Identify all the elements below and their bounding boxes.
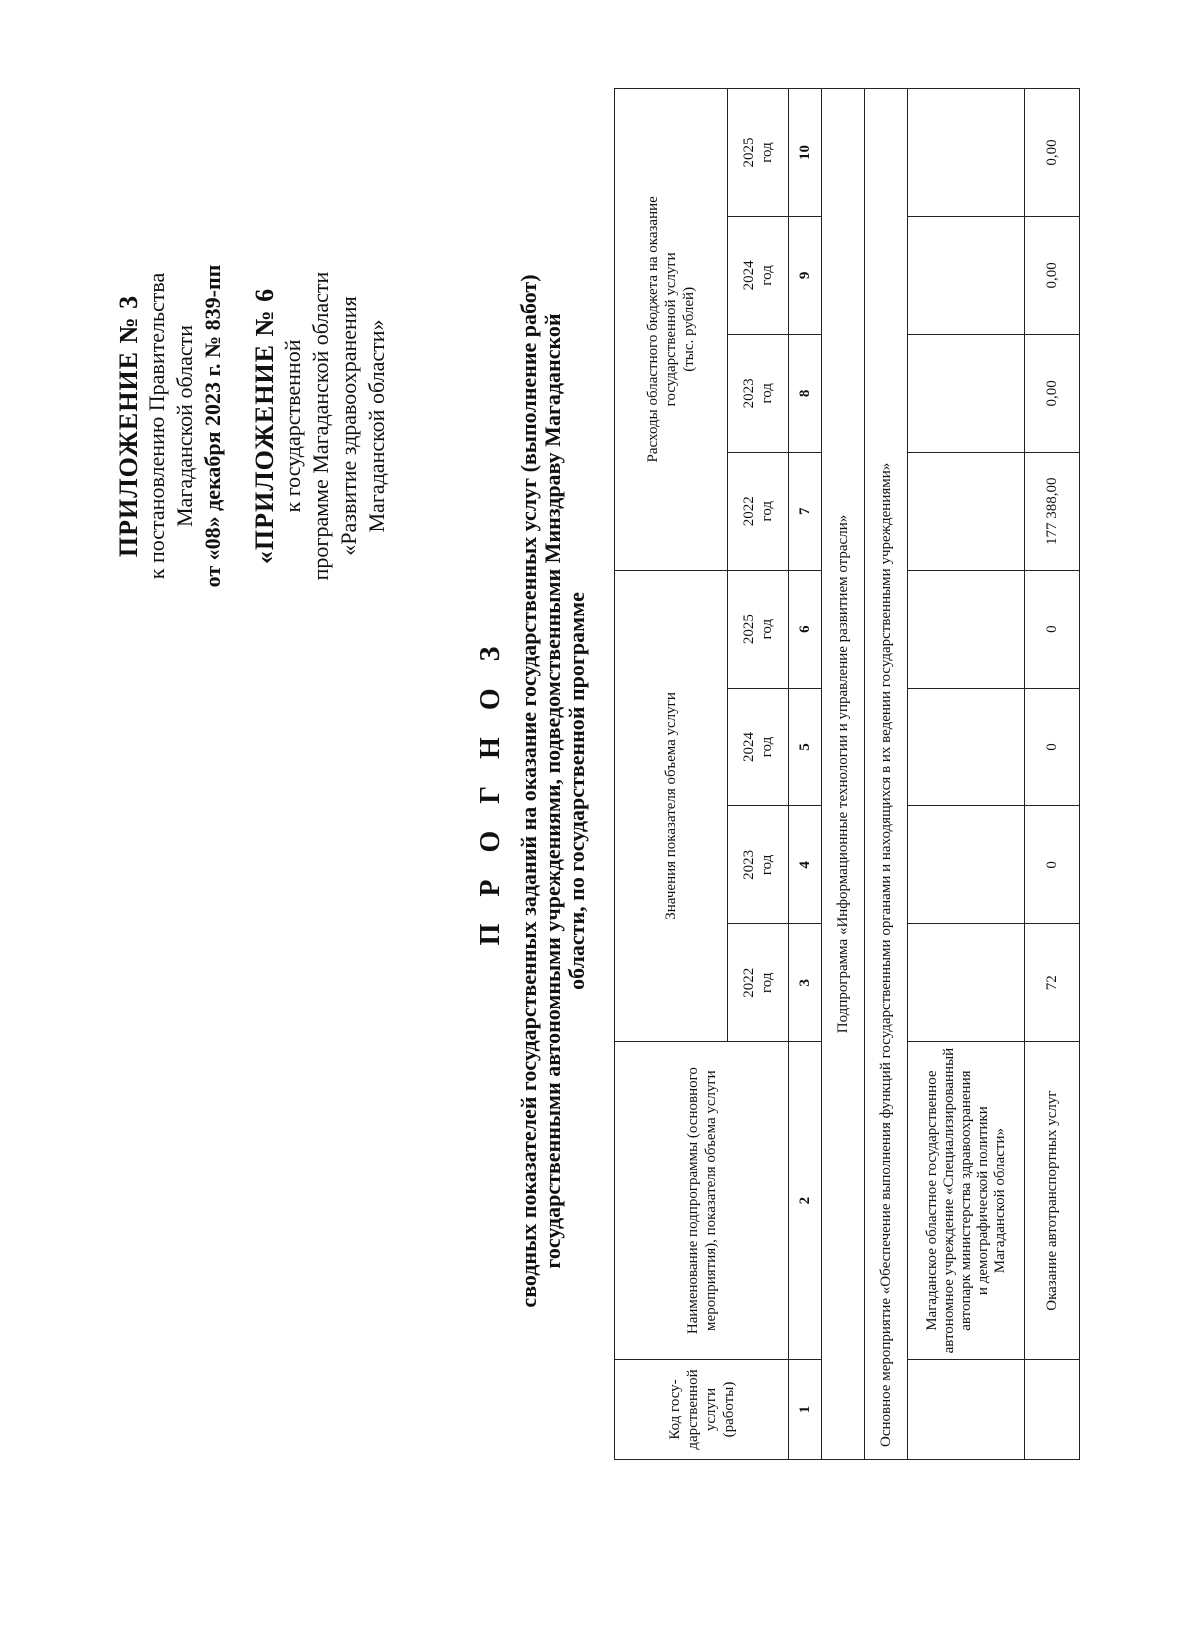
forecast-title: П Р О Г Н О З [475, 636, 506, 946]
header-year: 2025 год [728, 570, 789, 688]
appendix-header [115, 186, 391, 666]
appendix-title: ПРИЛОЖЕНИЕ № 3 [114, 294, 143, 558]
empty-cell [908, 89, 1025, 217]
column-number: 4 [789, 806, 822, 924]
service-expense: 0,00 [1025, 216, 1080, 334]
main-measure-name: Основное мероприятие «Обеспечение выполнения функций государственными органами и находящихся в их ведении государственными учреждениями» [865, 89, 908, 1460]
column-number-row [789, 89, 822, 1460]
service-value: 0 [1025, 688, 1080, 806]
subprogram-row [822, 89, 865, 1460]
column-number: 10 [789, 89, 822, 217]
service-expense: 0,00 [1025, 89, 1080, 217]
appendix-line: «Развитие здравоохранения [336, 296, 361, 556]
forecast-subtitle: сводных показателей государственных заданий на оказание государственных услуг (выполнение работ) государственными автономными учреждениями, подведомственными Минздраву Магаданской области, по государственной программе [516, 274, 589, 1308]
forecast-heading [475, 226, 589, 1356]
empty-cell [908, 1360, 1025, 1460]
service-row [1025, 89, 1080, 1460]
service-code [1025, 1360, 1080, 1460]
header-year: 2023 год [728, 806, 789, 924]
service-expense: 177 388,00 [1025, 452, 1080, 570]
main-measure-row [865, 89, 908, 1460]
header-code: Код госу- дарственной услуги (работы) [615, 1360, 789, 1460]
column-number: 5 [789, 688, 822, 806]
service-value: 0 [1025, 570, 1080, 688]
column-number: 8 [789, 334, 822, 452]
header-year: 2023 год [728, 334, 789, 452]
column-number: 1 [789, 1360, 822, 1460]
appendix-line: Магаданской области [172, 325, 197, 527]
column-number: 9 [789, 216, 822, 334]
empty-cell [908, 570, 1025, 688]
header-name: Наименование подпрограммы (основного мероприятия), показателя объема услуги [615, 1042, 789, 1360]
appendix-line: программе Магаданской области [308, 271, 333, 581]
forecast-table [614, 88, 1080, 1460]
institution-name: Магаданское областное государственное автономное учреждение «Специализированный автопарк министерства здравоохранения и демографической политики Магаданской области» [908, 1042, 1025, 1360]
appendix-line: к государственной [280, 339, 305, 513]
column-number: 2 [789, 1042, 822, 1360]
service-expense: 0,00 [1025, 334, 1080, 452]
empty-cell [908, 216, 1025, 334]
header-year: 2025 год [728, 89, 789, 217]
service-value: 0 [1025, 806, 1080, 924]
empty-cell [908, 452, 1025, 570]
empty-cell [908, 924, 1025, 1042]
appendix-decree-date: от «08» декабря 2023 г. № 839-пп [200, 264, 225, 588]
header-year: 2024 год [728, 688, 789, 806]
appendix-title-2: «ПРИЛОЖЕНИЕ № 6 [250, 287, 279, 565]
service-value: 72 [1025, 924, 1080, 1042]
column-number: 3 [789, 924, 822, 1042]
header-year: 2024 год [728, 216, 789, 334]
header-expenses: Расходы областного бюджета на оказание государственной услуги (тыс. рублей) [615, 89, 728, 571]
header-values: Значения показателя объема услуги [615, 570, 728, 1042]
institution-row [908, 89, 1025, 1460]
empty-cell [908, 334, 1025, 452]
appendix-line: к постановлению Правительства [144, 272, 169, 580]
column-number: 6 [789, 570, 822, 688]
service-name: Оказание автотранспортных услуг [1025, 1042, 1080, 1360]
appendix-line: Магаданской области» [364, 319, 389, 533]
header-year: 2022 год [728, 452, 789, 570]
subprogram-name: Подпрограмма «Информационные технологии и управление развитием отрасли» [822, 89, 865, 1460]
header-year: 2022 год [728, 924, 789, 1042]
empty-cell [908, 688, 1025, 806]
empty-cell [908, 806, 1025, 924]
column-number: 7 [789, 452, 822, 570]
